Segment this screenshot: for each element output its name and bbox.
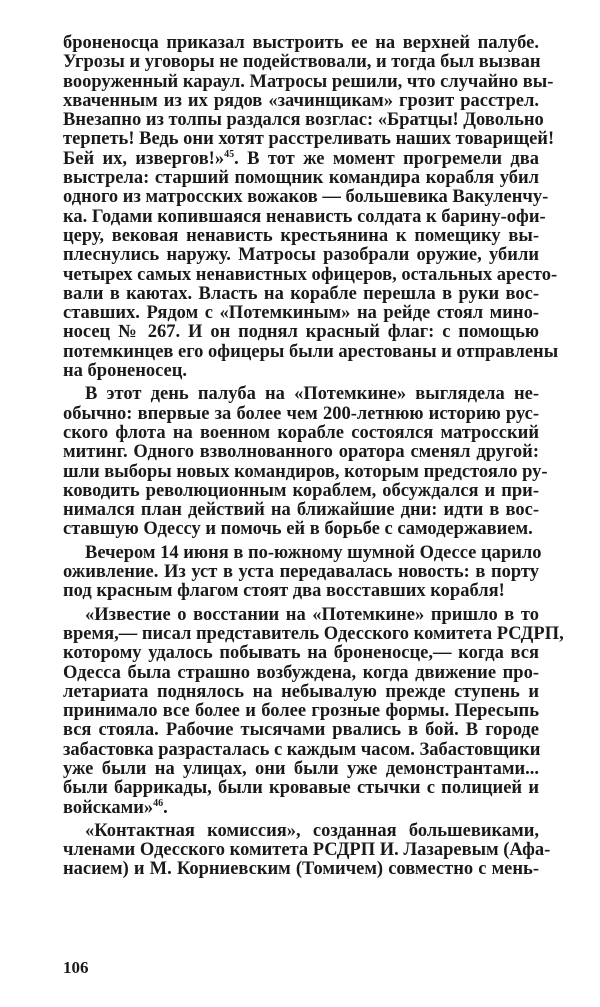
text-line bbox=[63, 169, 539, 188]
line-text: Угрозы и уговоры не подействовали, и тогда был вызван bbox=[63, 52, 541, 73]
text-line bbox=[63, 53, 539, 72]
text-line bbox=[63, 860, 539, 879]
footnote-reference: 46 bbox=[153, 797, 164, 809]
text-line bbox=[63, 92, 539, 111]
page-number: 106 bbox=[63, 958, 89, 977]
text-line bbox=[63, 721, 539, 740]
text-line bbox=[63, 461, 548, 482]
text-line bbox=[63, 424, 539, 443]
line-text: уже были на улицах, они были уже демонстрантами... bbox=[63, 758, 539, 779]
paragraph bbox=[63, 820, 551, 880]
text-line bbox=[63, 206, 546, 227]
text-line bbox=[63, 760, 539, 779]
line-text: членами Одесского комитета РСДРП И. Лазаревым (Афа- bbox=[63, 840, 551, 861]
line-text: время,— писал представитель Одесского комитета РСДРП, bbox=[63, 623, 564, 644]
text-line bbox=[63, 285, 539, 304]
line-text: забастовка разрасталась с каждым часом. Забастовщики bbox=[63, 739, 541, 760]
text-line bbox=[63, 110, 544, 131]
text-line bbox=[63, 702, 539, 721]
line-text: Бей их, извергов!» bbox=[63, 148, 225, 169]
line-text: митинг. Одного взволнованного оратора сменял другой: bbox=[63, 442, 539, 463]
line-text-continued: . В тот же момент прогремели два bbox=[234, 148, 539, 169]
line-text: терпеть! Ведь они хотят расстреливать наших товарищей! bbox=[63, 129, 555, 150]
line-text: Внезапно из толпы раздался возглас: «Братцы! Довольно bbox=[63, 110, 544, 131]
page-body bbox=[63, 33, 564, 884]
text-line bbox=[63, 644, 539, 663]
paragraph bbox=[63, 33, 559, 382]
line-text: летариата поднялось на небывалую прежде ступень и bbox=[63, 681, 539, 702]
text-line bbox=[63, 71, 554, 92]
line-text: принимало все более и более грозные формы. Пересыпь bbox=[63, 701, 539, 722]
text-line bbox=[63, 563, 539, 582]
text-line bbox=[63, 840, 551, 861]
text-line bbox=[63, 246, 539, 265]
line-text: ского флота на военном корабле состоялся матросский bbox=[63, 422, 539, 443]
text-line bbox=[63, 799, 539, 818]
line-text: броненосца приказал выстроить ее на верхней палубе. bbox=[63, 33, 539, 53]
line-text: под красным флагом стоят два восставших корабля! bbox=[63, 581, 505, 602]
paragraph bbox=[63, 604, 564, 818]
text-line bbox=[63, 779, 539, 798]
text-line bbox=[63, 187, 549, 208]
text-line bbox=[63, 264, 558, 285]
text-line bbox=[63, 606, 539, 625]
line-text: обычно: впервые за более чем 200-летнюю историю рус- bbox=[63, 403, 539, 424]
line-text: были баррикады, были кровавые стычки с полицией и bbox=[63, 778, 539, 799]
text-line bbox=[63, 323, 539, 342]
line-text: носец № 267. И он поднял красный флаг: с помощью bbox=[63, 322, 539, 343]
line-text: ководить революционным кораблем, обсуждался и при- bbox=[63, 480, 539, 501]
text-line bbox=[63, 664, 539, 683]
line-text: на броненосец. bbox=[63, 361, 188, 382]
line-text: Вечером 14 июня в по-южному шумной Одессе царило bbox=[85, 542, 542, 563]
line-text: Одесса была страшно возбуждена, когда движение про- bbox=[63, 662, 539, 683]
line-text: В этот день палуба на «Потемкине» выглядела не- bbox=[85, 384, 539, 405]
text-line bbox=[63, 520, 539, 539]
text-line bbox=[63, 304, 539, 323]
line-text: вся стояла. Рабочие тысячами рвались в бой. В городе bbox=[63, 720, 539, 741]
line-text: «Контактная комиссия», созданная большевиками, bbox=[85, 820, 539, 841]
text-line bbox=[63, 623, 564, 644]
line-text: выстрела: старший помощник командира корабля убил bbox=[63, 168, 539, 189]
text-line bbox=[63, 582, 539, 601]
text-line bbox=[63, 741, 539, 760]
line-text: вали в каютах. Власть на корабле перешла в руки вос- bbox=[63, 283, 539, 304]
text-line bbox=[63, 822, 539, 841]
text-line bbox=[63, 405, 539, 424]
text-line bbox=[63, 482, 539, 501]
line-text: вооруженный караул. Матросы решили, что случайно вы- bbox=[63, 71, 554, 92]
line-text: шли выборы новых командиров, которым предстояло ру- bbox=[63, 461, 548, 482]
text-line bbox=[63, 443, 539, 462]
text-line bbox=[63, 542, 542, 563]
line-text: нимался план действий на ближайшие дни: идти в вос- bbox=[63, 500, 539, 521]
text-line bbox=[63, 227, 539, 246]
text-line bbox=[63, 683, 539, 702]
line-text: хваченным из их рядов «зачинщикам» грозит расстрел. bbox=[63, 90, 539, 111]
line-text-continued: . bbox=[163, 797, 168, 818]
paragraph bbox=[63, 542, 542, 602]
line-text: ка. Годами копившаяся ненависть солдата к барину-офи- bbox=[63, 206, 546, 227]
text-line bbox=[63, 34, 539, 53]
line-text: ставшую Одессу и помочь ей в борьбе с самодержавием. bbox=[63, 519, 533, 540]
line-text: ставших. Рядом с «Потемкиным» на рейде стоял мино- bbox=[63, 303, 539, 324]
line-text: плеснулись наружу. Матросы разобрали оружие, убили bbox=[63, 245, 539, 266]
line-text: которому удалось побывать на броненосце,— когда вся bbox=[63, 643, 539, 664]
line-text: «Известие о восстании на «Потемкине» пришло в то bbox=[85, 604, 539, 625]
line-text: церу, вековая ненависть крестьянина к помещику вы- bbox=[63, 225, 539, 246]
text-line bbox=[63, 385, 539, 404]
footnote-reference: 45 bbox=[224, 148, 235, 160]
text-line bbox=[63, 341, 559, 362]
line-text: одного из матросских вожаков — большевика Вакуленчу- bbox=[63, 187, 549, 208]
text-line bbox=[63, 150, 539, 169]
line-text: войсками» bbox=[63, 797, 154, 818]
text-line bbox=[63, 129, 555, 150]
text-line bbox=[63, 501, 539, 520]
line-text: оживление. Из уст в уста передавалась новость: в порту bbox=[63, 562, 539, 583]
text-line bbox=[63, 362, 539, 381]
paragraph bbox=[63, 384, 548, 540]
line-text: насием) и М. Корниевским (Томичем) совместно с мень- bbox=[63, 859, 539, 880]
line-text: потемкинцев его офицеры были арестованы и отправлены bbox=[63, 341, 559, 362]
line-text: четырех самых ненавистных офицеров, остальных аресто- bbox=[63, 264, 558, 285]
